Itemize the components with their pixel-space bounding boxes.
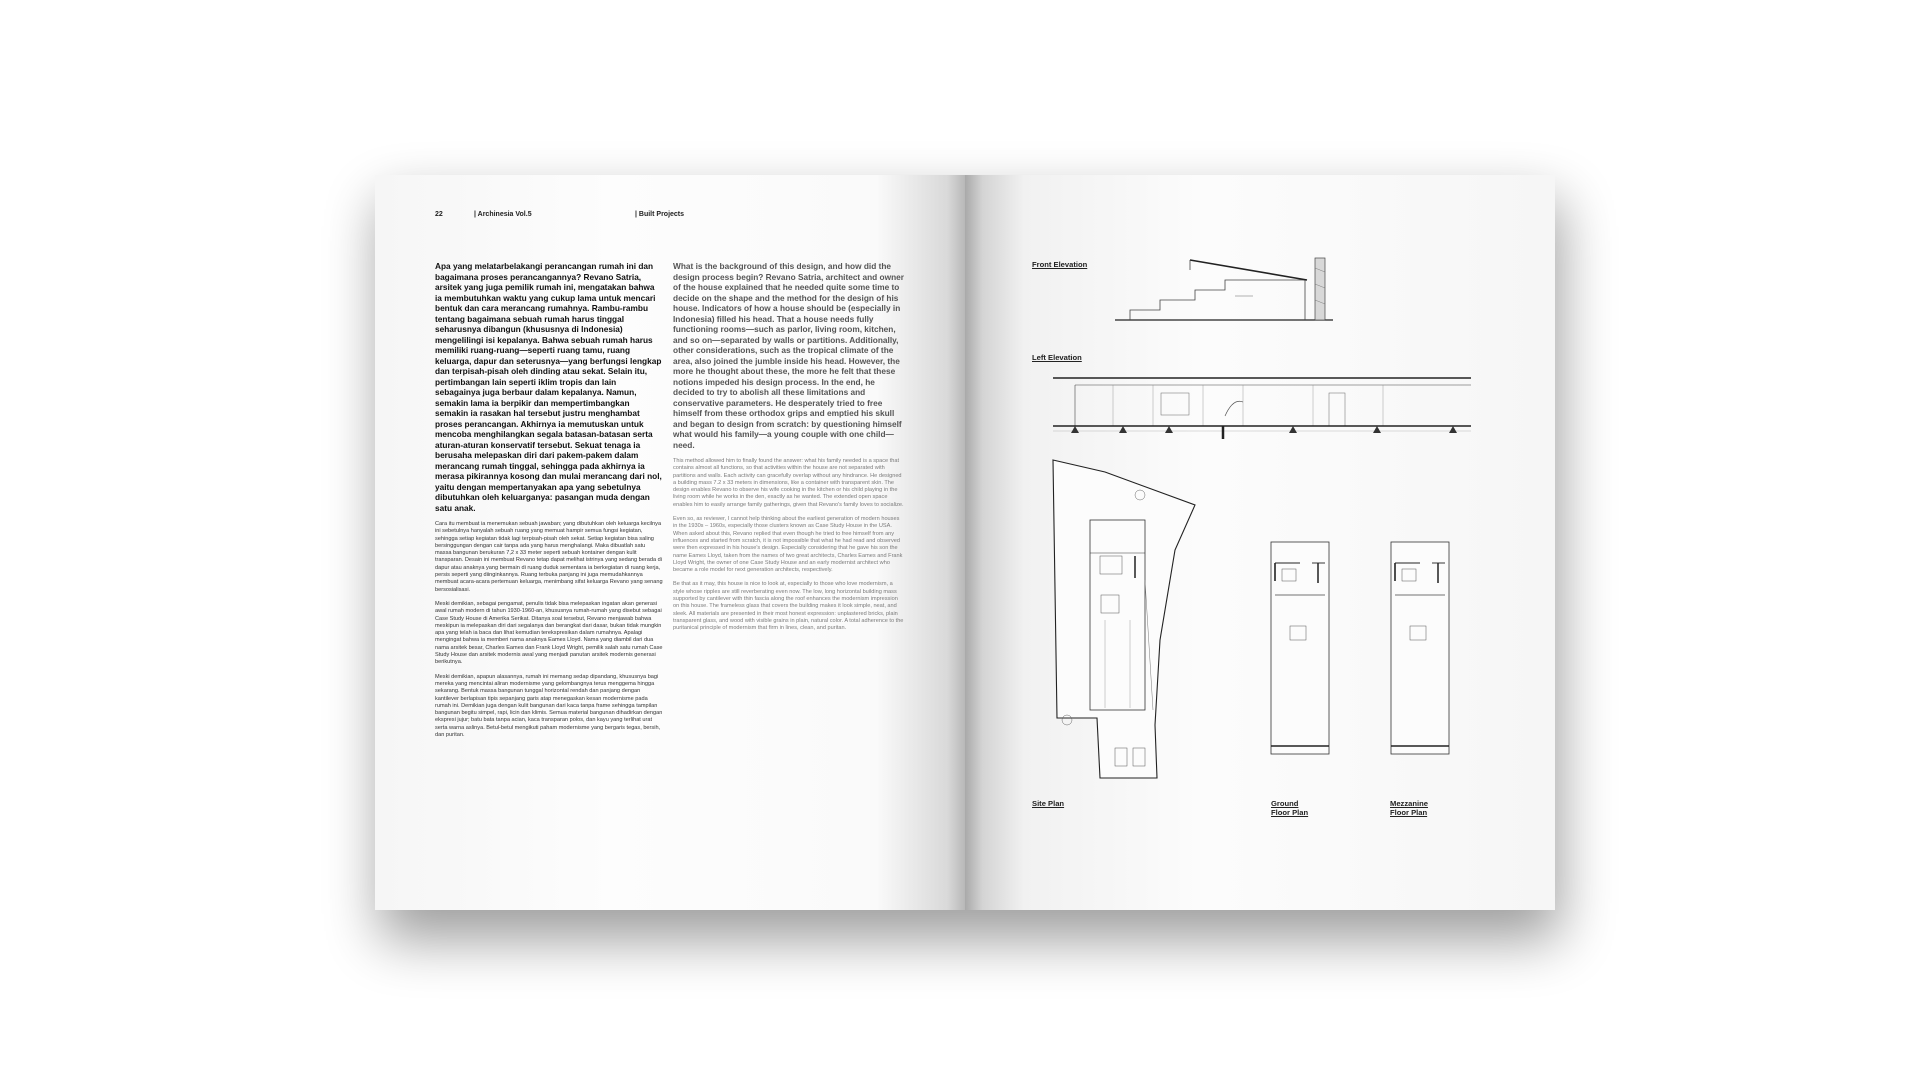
mezzanine-floor-plan-label-line2: Floor Plan <box>1390 808 1428 817</box>
page-number: 22 <box>435 211 443 218</box>
mezzanine-floor-plan-label-line1: Mezzanine <box>1390 799 1428 808</box>
lead-paragraph-id: Apa yang melatarbelakangi perancangan rumah ini dan bagaimana proses perancangannya? Revano Satria, arsitek yang juga pemilik rumah ini, mengatakan bahwa ia membutuhkan waktu yang cukup lama untuk mencari bentuk dan cara merancang rumahnya. Rambu-rambu tentang bagaimana sebuah rumah harus tinggal seharusnya dibangun (khususnya di Indonesia) mengelilingi isi kepalanya. Bahwa sebuah rumah harus memiliki ruang-ruang—seperti ruang tamu, ruang keluarga, dapur dan seterusnya—yang berfungsi lengkap dan terpisah-pisah oleh dinding atau sekat. Selain itu, pertimbangan lain seperti iklim tropis dan lain sebagainya juga berbaur dalam kepalanya. Namun, semakin lama ia berpikir dan mempertimbangkan semakin ia rasakan hal tersebut justru menghambat proses perancangan. Akhirnya ia memutuskan untuk mencoba menghilangkan segala batasan-batasan serta aturan-aturan konservatif tersebut. Sekuat tenaga ia berusaha melepaskan diri dari pakem-pakem dalam merancang rumah tinggal, sehingga pada akhirnya ia merasa pikirannya kosong dan mulai merancang dari nol, yaitu dengan mempertanyakan apa yang sebetulnya dibutuhkan oleh keluarganya: pasangan muda dengan satu anak. <box>435 261 662 513</box>
site-plan-drawing <box>1045 460 1225 780</box>
body-paragraph-id-1: Cara itu membuat ia menemukan sebuah jawaban; yang dibutuhkan oleh keluarga kecilnya ini sebetulnya hanyalah sebuah ruang yang memuat hampir semua fungsi kegiatan, sehingga setiap kegiatan tidak lagi terpisah-pisah oleh sekat. Setiap kegiatan bisa saling bersinggungan dengan cair tanpa ada yang harus menghalangi. Maka dibuatlah satu massa bangunan berukuran 7,2 x 33 meter seperti sebuah kontainer dengan kulit transparan. Desain ini membuat Revano tetap dapat melihat istrinya yang sedang berada di dapur atau anaknya yang bermain di ruang duduk sementara ia berkegiatan di ruang kerja, persis seperti yang diinginkannya. Ruang terbuka panjang ini juga memudahkannya membuat acara-acara pertemuan keluarga, menimbang sifat keluarga Revano yang senang bersosialisasi. <box>435 521 663 593</box>
front-elevation-label: Front Elevation <box>1032 260 1088 269</box>
body-paragraph-en-3: Be that as it may, this house is nice to look at, especially to those who love modernism, a style whose ripples are still reverberating even now. The low, long horizontal building mass supported by cantilever with thin fascia along the roof enhances the modernism impression on this house. The frameless glass that covers the building makes it look simple, neat, and sleek. All materials are presented in their most honest expression: unplastered bricks, plain transparent glass, and wood with visible grains in plain, natural color. A total adherence to the puritanical principle of modernism that firm in lines, clean, and puritan. <box>673 581 904 632</box>
ground-floor-plan-label-line2: Floor Plan <box>1271 808 1309 817</box>
ground-floor-plan-drawing <box>1270 541 1330 756</box>
mezzanine-floor-plan-drawing <box>1390 541 1450 756</box>
right-page <box>965 175 1555 910</box>
section-title: | Built Projects <box>635 211 685 218</box>
ground-floor-plan-label-line1: Ground <box>1271 799 1299 808</box>
body-paragraph-id-2: Meski demikian, sebagai pengamat, penulis tidak bisa melepaskan ingatan akan generasi awal rumah modern di tahun 1930-1960-an, khususnya rumah-rumah yang disebut sebagai Case Study House di Amerika Serikat. Ditanya soal tersebut, Revano menjawab bahwa meskipun ia melepaskan diri dari segalanya dan berangkat dari dasar, bukan tidak mungkin apa yang telah ia baca dan lihat kemudian terekspresikan dalam rumahnya. Apalagi mengingat bahwa ia memberi nama anaknya Eames Lloyd. Nama yang diambil dari dua nama arsitek besar, Charles Eames dan Frank Lloyd Wright, pemilik salah satu rumah Case Study House dan arsitek modernis awal yang menjadi panutan arsitek modernis generasi berikutnya. <box>435 600 663 666</box>
lead-paragraph-en: What is the background of this design, and how did the design process begin? Revano Satria, architect and owner of the house explained that he needed quite some time to decide on the shape and the method for the design of his house. Indicators of how a house should be (especially in Indonesia) filled his head. That a house needs fully functioning rooms—such as parlor, living room, kitchen, and so on—separated by walls or partitions. Additionally, other considerations, such as the tropical climate of the area, also joined the jumble inside his head. However, the more he thought about these, the more he felt that these notions impeded his design process. In the end, he decided to try to abolish all these limitations and conservative parameters. He desperately tried to free himself from these orthodox grips and emptied his skull and began to design from scratch: by questioning himself what would his family—a young couple with one child—need. <box>673 261 904 450</box>
front-elevation-drawing <box>1115 258 1345 328</box>
left-page <box>375 175 965 910</box>
left-elevation-drawing <box>1053 371 1473 441</box>
english-column <box>673 261 905 640</box>
body-paragraph-en-1: This method allowed him to finally found the answer: what his family needed is a space that contains almost all functions, so that activities within the house are not separated with partitions and walls. Each activity can gracefully overlap without any hindrance. He designed a building mass 7.2 x 33 meters in dimensions, like a container with transparent skin. The design enables Revano to observe his wife cooking in the kitchen or his child playing in the living room while he works in the den, exactly as he wanted. The extended open space enables him to easily arrange family gatherings, given that Revano's family loves to socialize. <box>673 458 904 508</box>
indonesian-column <box>435 261 663 746</box>
magazine-title: | Archinesia Vol.5 <box>474 211 532 218</box>
left-elevation-label: Left Elevation <box>1032 353 1082 362</box>
site-plan-label: Site Plan <box>1032 799 1065 808</box>
body-paragraph-id-3: Meski demikian, apapun alasannya, rumah ini memang sedap dipandang, khususnya bagi mereka yang mencintai aliran modernisme yang gelombangnya terus menggema hingga sekarang. Bentuk massa bangunan tunggal horizontal rendah dan panjang dengan kantilever berlapisan tipis sepanjang garis atap menegaskan kesan modernisme pada rumah ini. Demikian juga dengan kulit bangunan dari kaca tanpa frame sehingga tampilan bangunan begitu simpel, rapi, licin dan klimis. Semua material bangunan dihadirkan dengan ekspresi jujur; batu bata tanpa acian, kaca transparan polos, dan kayu yang terlihat urat serta warna aslinya. Betul-betul mengikuti paham modernisme yang bergaris tegas, bersih, dan puritan. <box>435 673 663 739</box>
body-paragraph-en-2: Even so, as reviewer, I cannot help thinking about the earliest generation of modern houses in the 1930s – 1960s, especially those clusters known as Case Study House in the USA. When asked about this, Revano replied that even though he tried to free himself from any influences and started from scratch, it is not impossible that what he had read and observed were then expressed in his house's design. Especially considering that he gave his son the name Eames Lloyd, taken from the names of two great architects, Charles Eames and Frank Lloyd Wright, the owner of one Case Study House and an early modernist architect who became a role model for next generation architects, respectively. <box>673 516 903 574</box>
